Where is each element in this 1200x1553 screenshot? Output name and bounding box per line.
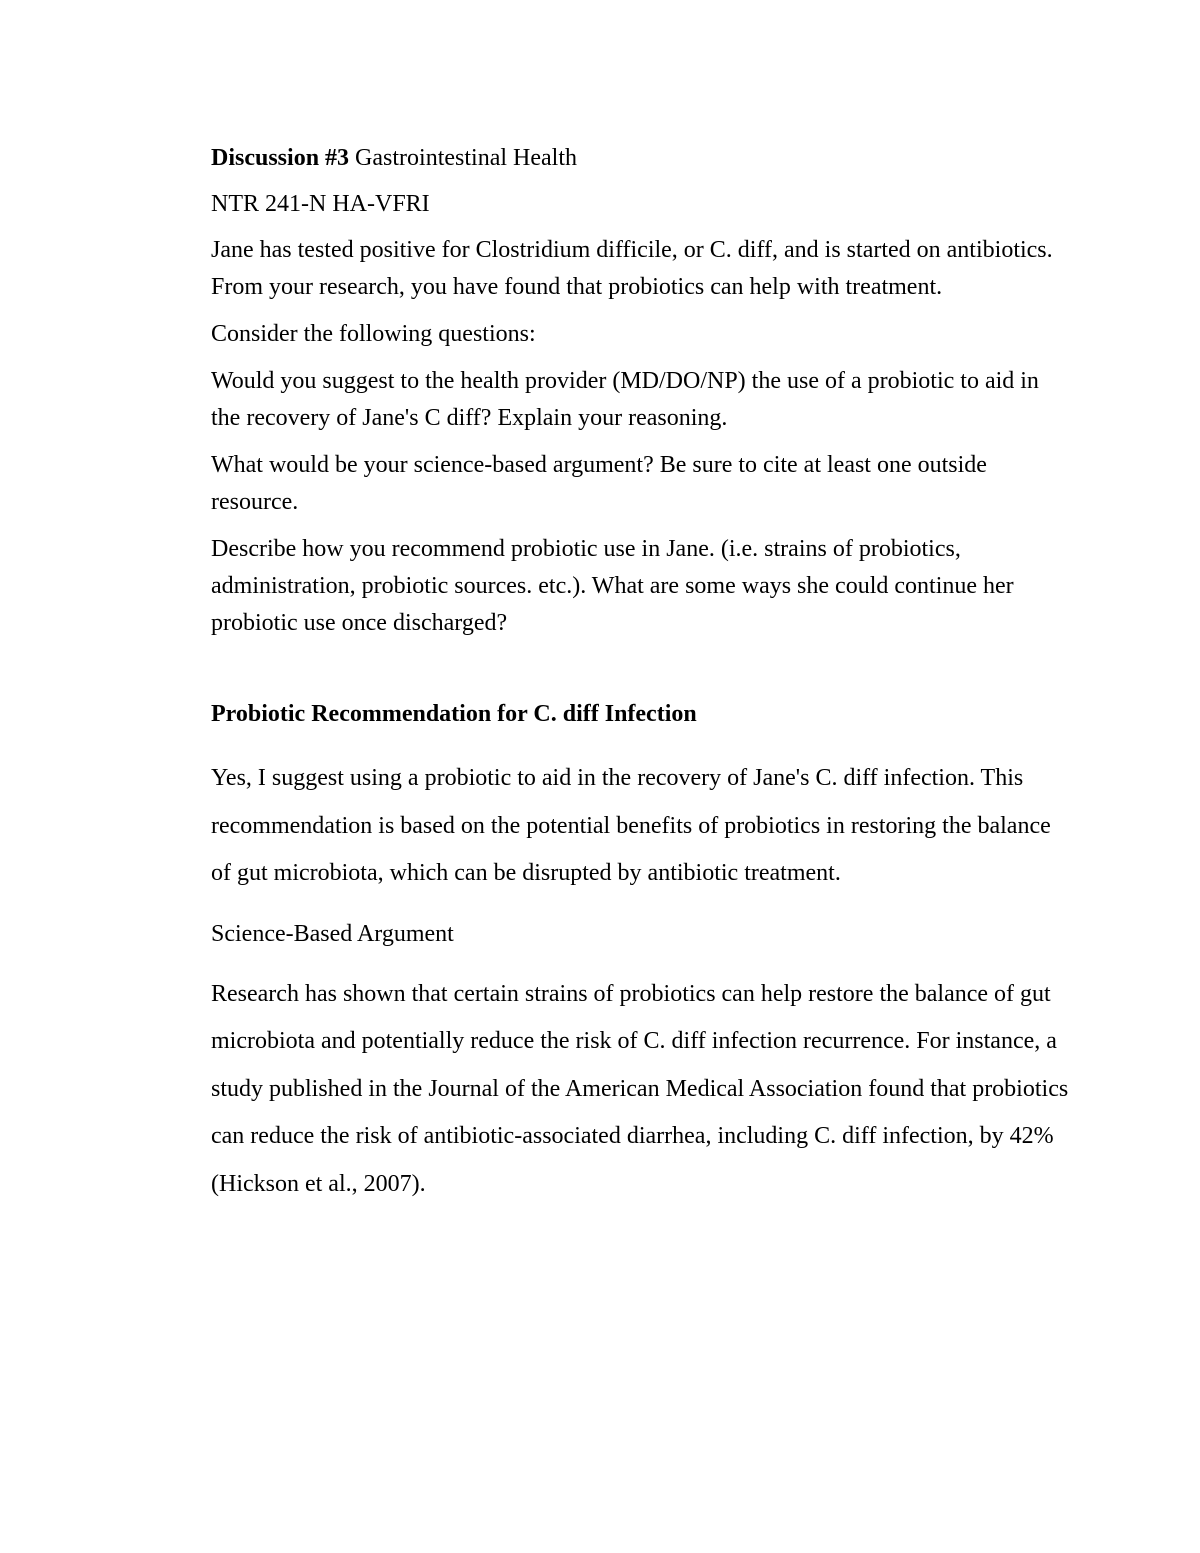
answer-subheading: Science-Based Argument [211, 920, 454, 947]
prompt-question-3: Describe how you recommend probiotic use in Jane. (i.e. strains of probiotics, administration, probiotic sources. etc.). What are some ways she could continue her probiotic use once discharged? [211, 536, 1014, 636]
prompt-scenario: Jane has tested positive for Clostridium difficile, or C. diff, and is started on antibiotics. From your research, you have found that probiotics can help with treatment. [211, 237, 1053, 300]
section-spacer [211, 642, 1071, 696]
answer-argument: Research has shown that certain strains of probiotics can help restore the balance of gut microbiota and potentially reduce the risk of C. diff infection recurrence. For instance, a study published in the Journal of the American Medical Association found that probiotics can reduce the risk of antibiotic-associated diarrhea, including C. diff infection, by 42% (Hickson et al., 2007). [211, 980, 1069, 1197]
course-code: NTR 241-N HA-VFRI [211, 191, 430, 217]
document-body [211, 140, 1071, 1208]
prompt-question-1: Would you suggest to the health provider (MD/DO/NP) the use of a probiotic to aid in the recovery of Jane's C diff? Explain your reasoning. [211, 368, 1039, 431]
discussion-topic: Gastrointestinal Health [355, 145, 577, 171]
discussion-label: Discussion #3 [211, 145, 350, 171]
prompt-question-2: What would be your science-based argument? Be sure to cite at least one outside resource. [211, 452, 987, 515]
prompt-consider: Consider the following questions: [211, 321, 536, 347]
discussion-title [211, 140, 1071, 177]
answer-intro: Yes, I suggest using a probiotic to aid in the recovery of Jane's C. diff infection. This recommendation is based on the potential benefits of probiotics in restoring the balance of gut microbiota, which can be disrupted by antibiotic treatment. [211, 765, 1051, 886]
answer-heading: Probiotic Recommendation for C. diff Infection [211, 701, 697, 727]
